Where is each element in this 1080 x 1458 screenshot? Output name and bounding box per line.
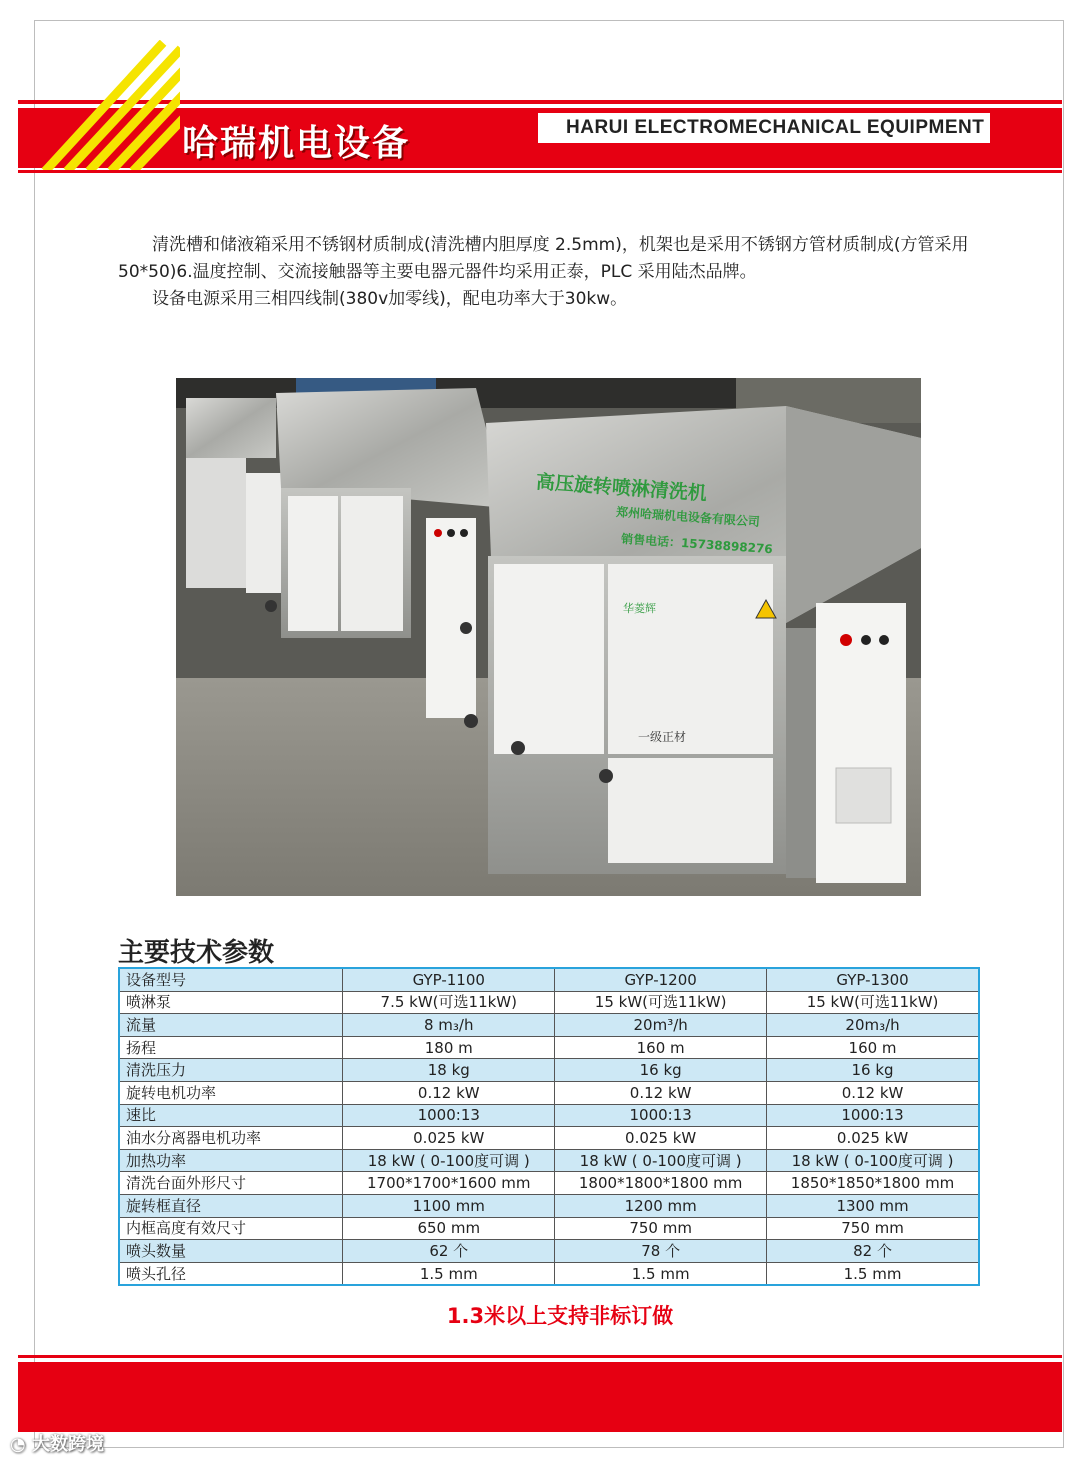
spec-row xyxy=(119,1194,979,1217)
spec-value-cell: 0.025 kW xyxy=(767,1127,979,1150)
spec-value-cell: 20m₃/h xyxy=(767,1014,979,1037)
spec-row xyxy=(119,1036,979,1059)
spec-label-cell: 油水分离器电机功率 xyxy=(119,1127,343,1150)
machine-title-label: 高压旋转喷淋清洗机 xyxy=(535,471,708,505)
spec-value-cell: 1850*1850*1800 mm xyxy=(767,1172,979,1195)
spec-value-cell: 18 kW ( 0-100度可调 ) xyxy=(555,1149,767,1172)
spec-value-cell: 16 kg xyxy=(555,1059,767,1082)
panel-sticker-brand: 华菱辉 xyxy=(623,602,656,615)
spec-value-cell: 160 m xyxy=(767,1036,979,1059)
spec-title: 主要技术参数 xyxy=(118,938,275,968)
spec-table xyxy=(118,967,980,1286)
intro-paragraph-2: 设备电源采用三相四线制(380v加零线)，配电功率大于30kw。 xyxy=(152,289,628,309)
spec-value-cell: 16 kg xyxy=(767,1059,979,1082)
spec-row xyxy=(119,1081,979,1104)
spec-row xyxy=(119,1240,979,1263)
spec-value-cell: GYP-1100 xyxy=(343,968,555,991)
spec-value-cell: 1700*1700*1600 mm xyxy=(343,1172,555,1195)
spec-value-cell: 7.5 kW(可选11kW) xyxy=(343,991,555,1014)
spec-value-cell: 1000:13 xyxy=(767,1104,979,1127)
spec-value-cell: 78 个 xyxy=(555,1240,767,1263)
spec-value-cell: 15 kW(可选11kW) xyxy=(555,991,767,1014)
spec-label-cell: 喷头数量 xyxy=(119,1240,343,1263)
spec-label-cell: 喷淋泵 xyxy=(119,991,343,1014)
brand-subtitle: HARUI ELECTROMECHANICAL EQUIPMENT xyxy=(566,117,985,138)
spec-value-cell: 160 m xyxy=(555,1036,767,1059)
spec-value-cell: GYP-1300 xyxy=(767,968,979,991)
spec-row xyxy=(119,1262,979,1285)
watermark-logo xyxy=(10,1430,104,1456)
spec-value-cell: 1000:13 xyxy=(555,1104,767,1127)
header-under-line xyxy=(18,170,1062,173)
spec-row xyxy=(119,1217,979,1240)
spec-row xyxy=(119,1127,979,1150)
spec-value-cell: GYP-1200 xyxy=(555,968,767,991)
spec-value-cell: 1.5 mm xyxy=(343,1262,555,1285)
machine-phone-label: 销售电话：15738898276 xyxy=(620,531,774,557)
spec-value-cell: 1300 mm xyxy=(767,1194,979,1217)
spec-value-cell: 0.12 kW xyxy=(343,1081,555,1104)
spec-value-cell: 1.5 mm xyxy=(767,1262,979,1285)
spec-label-cell: 清洗压力 xyxy=(119,1059,343,1082)
spec-value-cell: 1200 mm xyxy=(555,1194,767,1217)
spec-label-cell: 设备型号 xyxy=(119,968,343,991)
spec-value-cell: 18 kg xyxy=(343,1059,555,1082)
spec-value-cell: 750 mm xyxy=(767,1217,979,1240)
spec-value-cell: 82 个 xyxy=(767,1240,979,1263)
custom-order-note: 1.3米以上支持非标订做 xyxy=(446,1304,674,1328)
spec-value-cell: 650 mm xyxy=(343,1217,555,1240)
spec-value-cell: 0.12 kW xyxy=(555,1081,767,1104)
spec-value-cell: 0.025 kW xyxy=(343,1127,555,1150)
spec-label-cell: 旋转电机功率 xyxy=(119,1081,343,1104)
spec-row xyxy=(119,1172,979,1195)
spec-value-cell: 0.12 kW xyxy=(767,1081,979,1104)
brand-title: 哈瑞机电设备 xyxy=(182,123,411,164)
watermark-icon: ◔ xyxy=(10,1434,26,1455)
machine-company-label: 郑州哈瑞机电设备有限公司 xyxy=(615,504,761,530)
footer-line xyxy=(18,1355,1062,1358)
spec-value-cell: 15 kW(可选11kW) xyxy=(767,991,979,1014)
intro-text xyxy=(118,232,980,313)
spec-value-cell: 180 m xyxy=(343,1036,555,1059)
spec-value-cell: 750 mm xyxy=(555,1217,767,1240)
spec-row xyxy=(119,968,979,991)
intro-paragraph-1: 清洗槽和储液箱采用不锈钢材质制成(清洗槽内胆厚度 2.5mm)，机架也是采用不锈钢方管材质制成(方管采用50*50)6.温度控制、交流接触器等主要电器元器件均采用正泰，PLC 采用陆杰品牌。 xyxy=(118,235,969,282)
spec-label-cell: 内框高度有效尺寸 xyxy=(119,1217,343,1240)
spec-value-cell: 1000:13 xyxy=(343,1104,555,1127)
spec-label-cell: 清洗台面外形尺寸 xyxy=(119,1172,343,1195)
footer-band xyxy=(18,1362,1062,1432)
spec-value-cell: 1800*1800*1800 mm xyxy=(555,1172,767,1195)
spec-value-cell: 18 kW ( 0-100度可调 ) xyxy=(343,1149,555,1172)
spec-value-cell: 20m³/h xyxy=(555,1014,767,1037)
spec-value-cell: 1100 mm xyxy=(343,1194,555,1217)
header-stripes-decoration xyxy=(40,40,180,170)
spec-label-cell: 加热功率 xyxy=(119,1149,343,1172)
spec-row xyxy=(119,1059,979,1082)
spec-row xyxy=(119,1149,979,1172)
panel-sticker-grade: 一级正材 xyxy=(638,730,687,744)
watermark-text: 大数跨境 xyxy=(32,1434,104,1455)
spec-row xyxy=(119,1104,979,1127)
product-photo-illustration xyxy=(176,378,921,896)
spec-label-cell: 扬程 xyxy=(119,1036,343,1059)
spec-value-cell: 1.5 mm xyxy=(555,1262,767,1285)
spec-label-cell: 喷头孔径 xyxy=(119,1262,343,1285)
spec-row xyxy=(119,1014,979,1037)
spec-value-cell: 8 m₃/h xyxy=(343,1014,555,1037)
spec-label-cell: 旋转框直径 xyxy=(119,1194,343,1217)
spec-row xyxy=(119,991,979,1014)
product-photo xyxy=(176,378,921,896)
spec-label-cell: 速比 xyxy=(119,1104,343,1127)
spec-label-cell: 流量 xyxy=(119,1014,343,1037)
spec-value-cell: 62 个 xyxy=(343,1240,555,1263)
spec-value-cell: 0.025 kW xyxy=(555,1127,767,1150)
spec-value-cell: 18 kW ( 0-100度可调 ) xyxy=(767,1149,979,1172)
